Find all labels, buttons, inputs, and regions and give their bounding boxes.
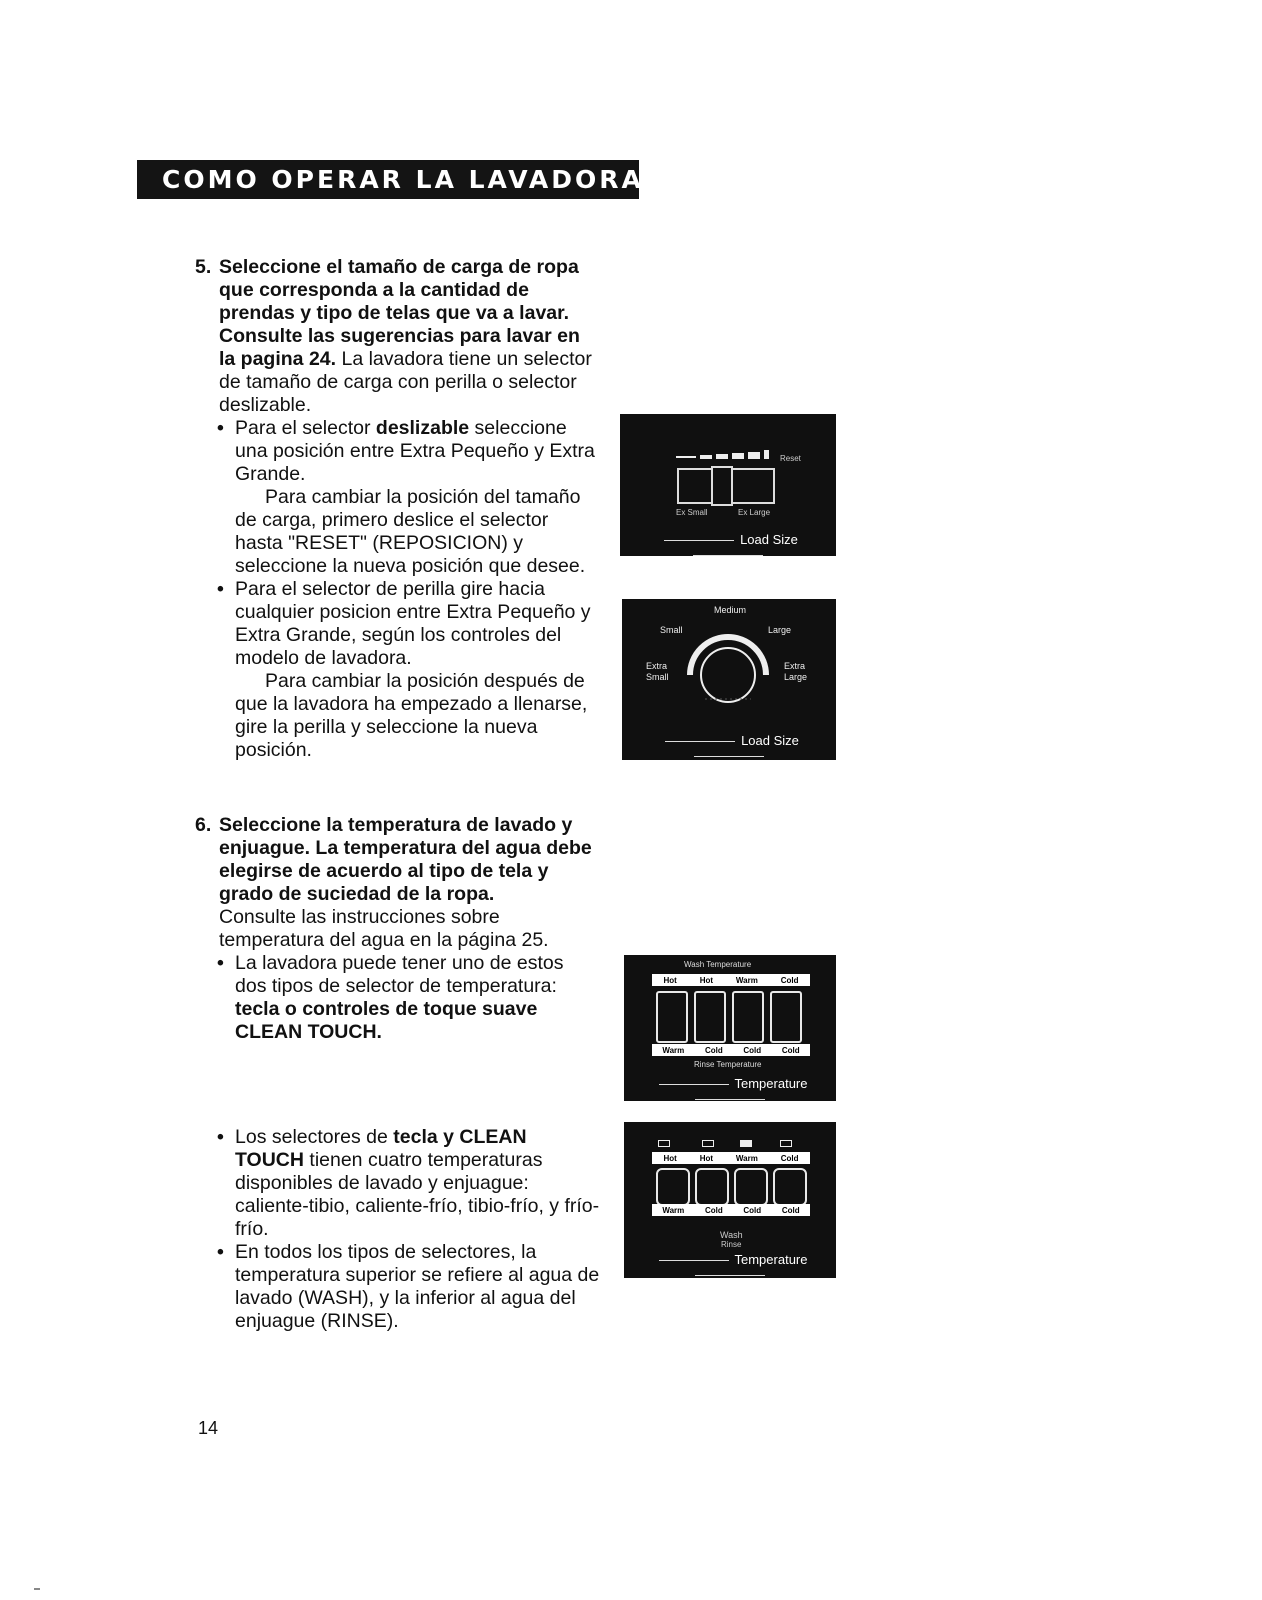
wash-temperature-label: Wash Temperature — [684, 960, 752, 969]
step-5-paragraph-reset: Para cambiar la posición del tamaño de carga, primero deslice el selector hasta "RESET" (REPOSICION) y seleccione la nueva posición que desee. — [235, 486, 586, 577]
temp-key-1[interactable] — [656, 991, 688, 1043]
indicator-light — [780, 1140, 792, 1147]
load-size-knob-panel — [622, 599, 836, 760]
load-size-knob[interactable] — [678, 617, 778, 717]
step-6-intro — [195, 814, 600, 952]
small-label: Small — [660, 625, 683, 635]
step-6-bullet-types: • La lavadora puede tener uno de estos dos tipos de selector de temperatura: tecla o controles de toque suave CLEAN TOUCH. — [217, 952, 564, 1043]
reset-label: Reset — [780, 454, 801, 463]
load-size-slide-panel — [620, 414, 836, 556]
step-6-heading: Seleccione la temperatura de lavado y enjuague. La temperatura del agua debe elegirse de acuerdo al tipo de tela y grado de suciedad de la ropa. — [219, 814, 592, 905]
wash-temp-row: Hot Hot Warm Cold — [652, 974, 810, 986]
temperature-panel-rocker — [624, 955, 836, 1101]
touch-key-3[interactable] — [734, 1168, 768, 1206]
panel-footer: Load Size — [622, 733, 836, 763]
ex-small-label: Ex Small — [676, 508, 708, 517]
indicator-light-active — [740, 1140, 752, 1147]
step-number: 6. — [195, 814, 212, 836]
rinse-temp-row: Warm Cold Cold Cold — [652, 1044, 810, 1056]
temp-key-4[interactable] — [770, 991, 802, 1043]
step-6 — [195, 814, 600, 1044]
temp-key-3[interactable] — [732, 991, 764, 1043]
step-6-bullet-temps: • Los selectores de tecla y CLEAN TOUCH tienen cuatro temperaturas disponibles de lavado y enjuague: caliente-tibio, caliente-frío, tibio-frío, y frío-frío. — [217, 1126, 600, 1240]
bold-term: tecla o controles de toque suave CLEAN TOUCH. — [235, 998, 538, 1043]
touch-key-4[interactable] — [773, 1168, 807, 1206]
step-6-continued — [195, 1126, 600, 1333]
ex-large-label: Ex Large — [738, 508, 771, 517]
panel-footer: Load Size — [620, 532, 836, 562]
indicator-light — [658, 1140, 670, 1147]
step-6-bullet-wash-rinse: • En todos los tipos de selectores, la temperatura superior se refiere al agua de lavado (WASH), y la inferior al agua del enjuague (RINSE). — [217, 1241, 600, 1332]
panel-footer: Temperature — [624, 1252, 836, 1282]
rinse-label: Rinse — [721, 1240, 742, 1249]
step-5-bullet-knob: • Para el selector de perilla gire hacia cualquier posicion entre Extra Pequeño y Extra Grande, según los controles del modelo de lavadora. — [217, 578, 591, 669]
bold-term: tecla y CLEAN TOUCH — [235, 1126, 527, 1171]
large-label: Large — [768, 625, 792, 635]
wash-label: Wash — [720, 1230, 743, 1240]
temperature-panel-clean-touch — [624, 1122, 836, 1278]
extra-large-label: Extra Large — [784, 661, 808, 682]
slide-handle[interactable] — [711, 466, 733, 506]
scan-mark — [34, 1588, 40, 1590]
extra-small-label: Extra Small — [646, 661, 669, 682]
page-number: 14 — [198, 1418, 219, 1438]
step-5 — [195, 256, 600, 762]
medium-label: Medium — [714, 605, 747, 615]
rinse-temperature-label: Rinse Temperature — [694, 1060, 762, 1069]
wash-temp-row: Hot Hot Warm Cold — [652, 1152, 810, 1164]
step-5-paragraph-change: Para cambiar la posición después de que la lavadora ha empezado a llenarse, gire la perilla y seleccione la nueva posición. — [235, 670, 588, 761]
rinse-temp-row: Warm Cold Cold Cold — [652, 1204, 810, 1216]
step-5-intro — [195, 256, 600, 417]
bold-term: deslizable — [375, 417, 470, 439]
step-5-bullet-slide: • Para el selector deslizable seleccione una posición entre Extra Pequeño y Extra Grande. — [217, 417, 595, 485]
section-header: COMO OPERAR LA LAVADORA — [137, 160, 639, 199]
step-5-heading: Seleccione el tamaño de carga de ropa que corresponda a la cantidad de prendas y tipo de telas que va a lavar. Consulte las sugerencias para lavar en la pagina 24. — [219, 256, 580, 370]
indicator-light — [702, 1140, 714, 1147]
touch-key-1[interactable] — [656, 1168, 690, 1206]
step-5-text: La lavadora tiene un selector de tamaño de carga con perilla o selector deslizable. — [219, 348, 592, 416]
step-6-text: Consulte las instrucciones sobre temperatura del agua en la página 25. — [219, 906, 549, 951]
panel-footer: Temperature — [624, 1076, 836, 1106]
step-number: 5. — [195, 256, 212, 278]
touch-key-2[interactable] — [695, 1168, 729, 1206]
temp-key-2[interactable] — [694, 991, 726, 1043]
